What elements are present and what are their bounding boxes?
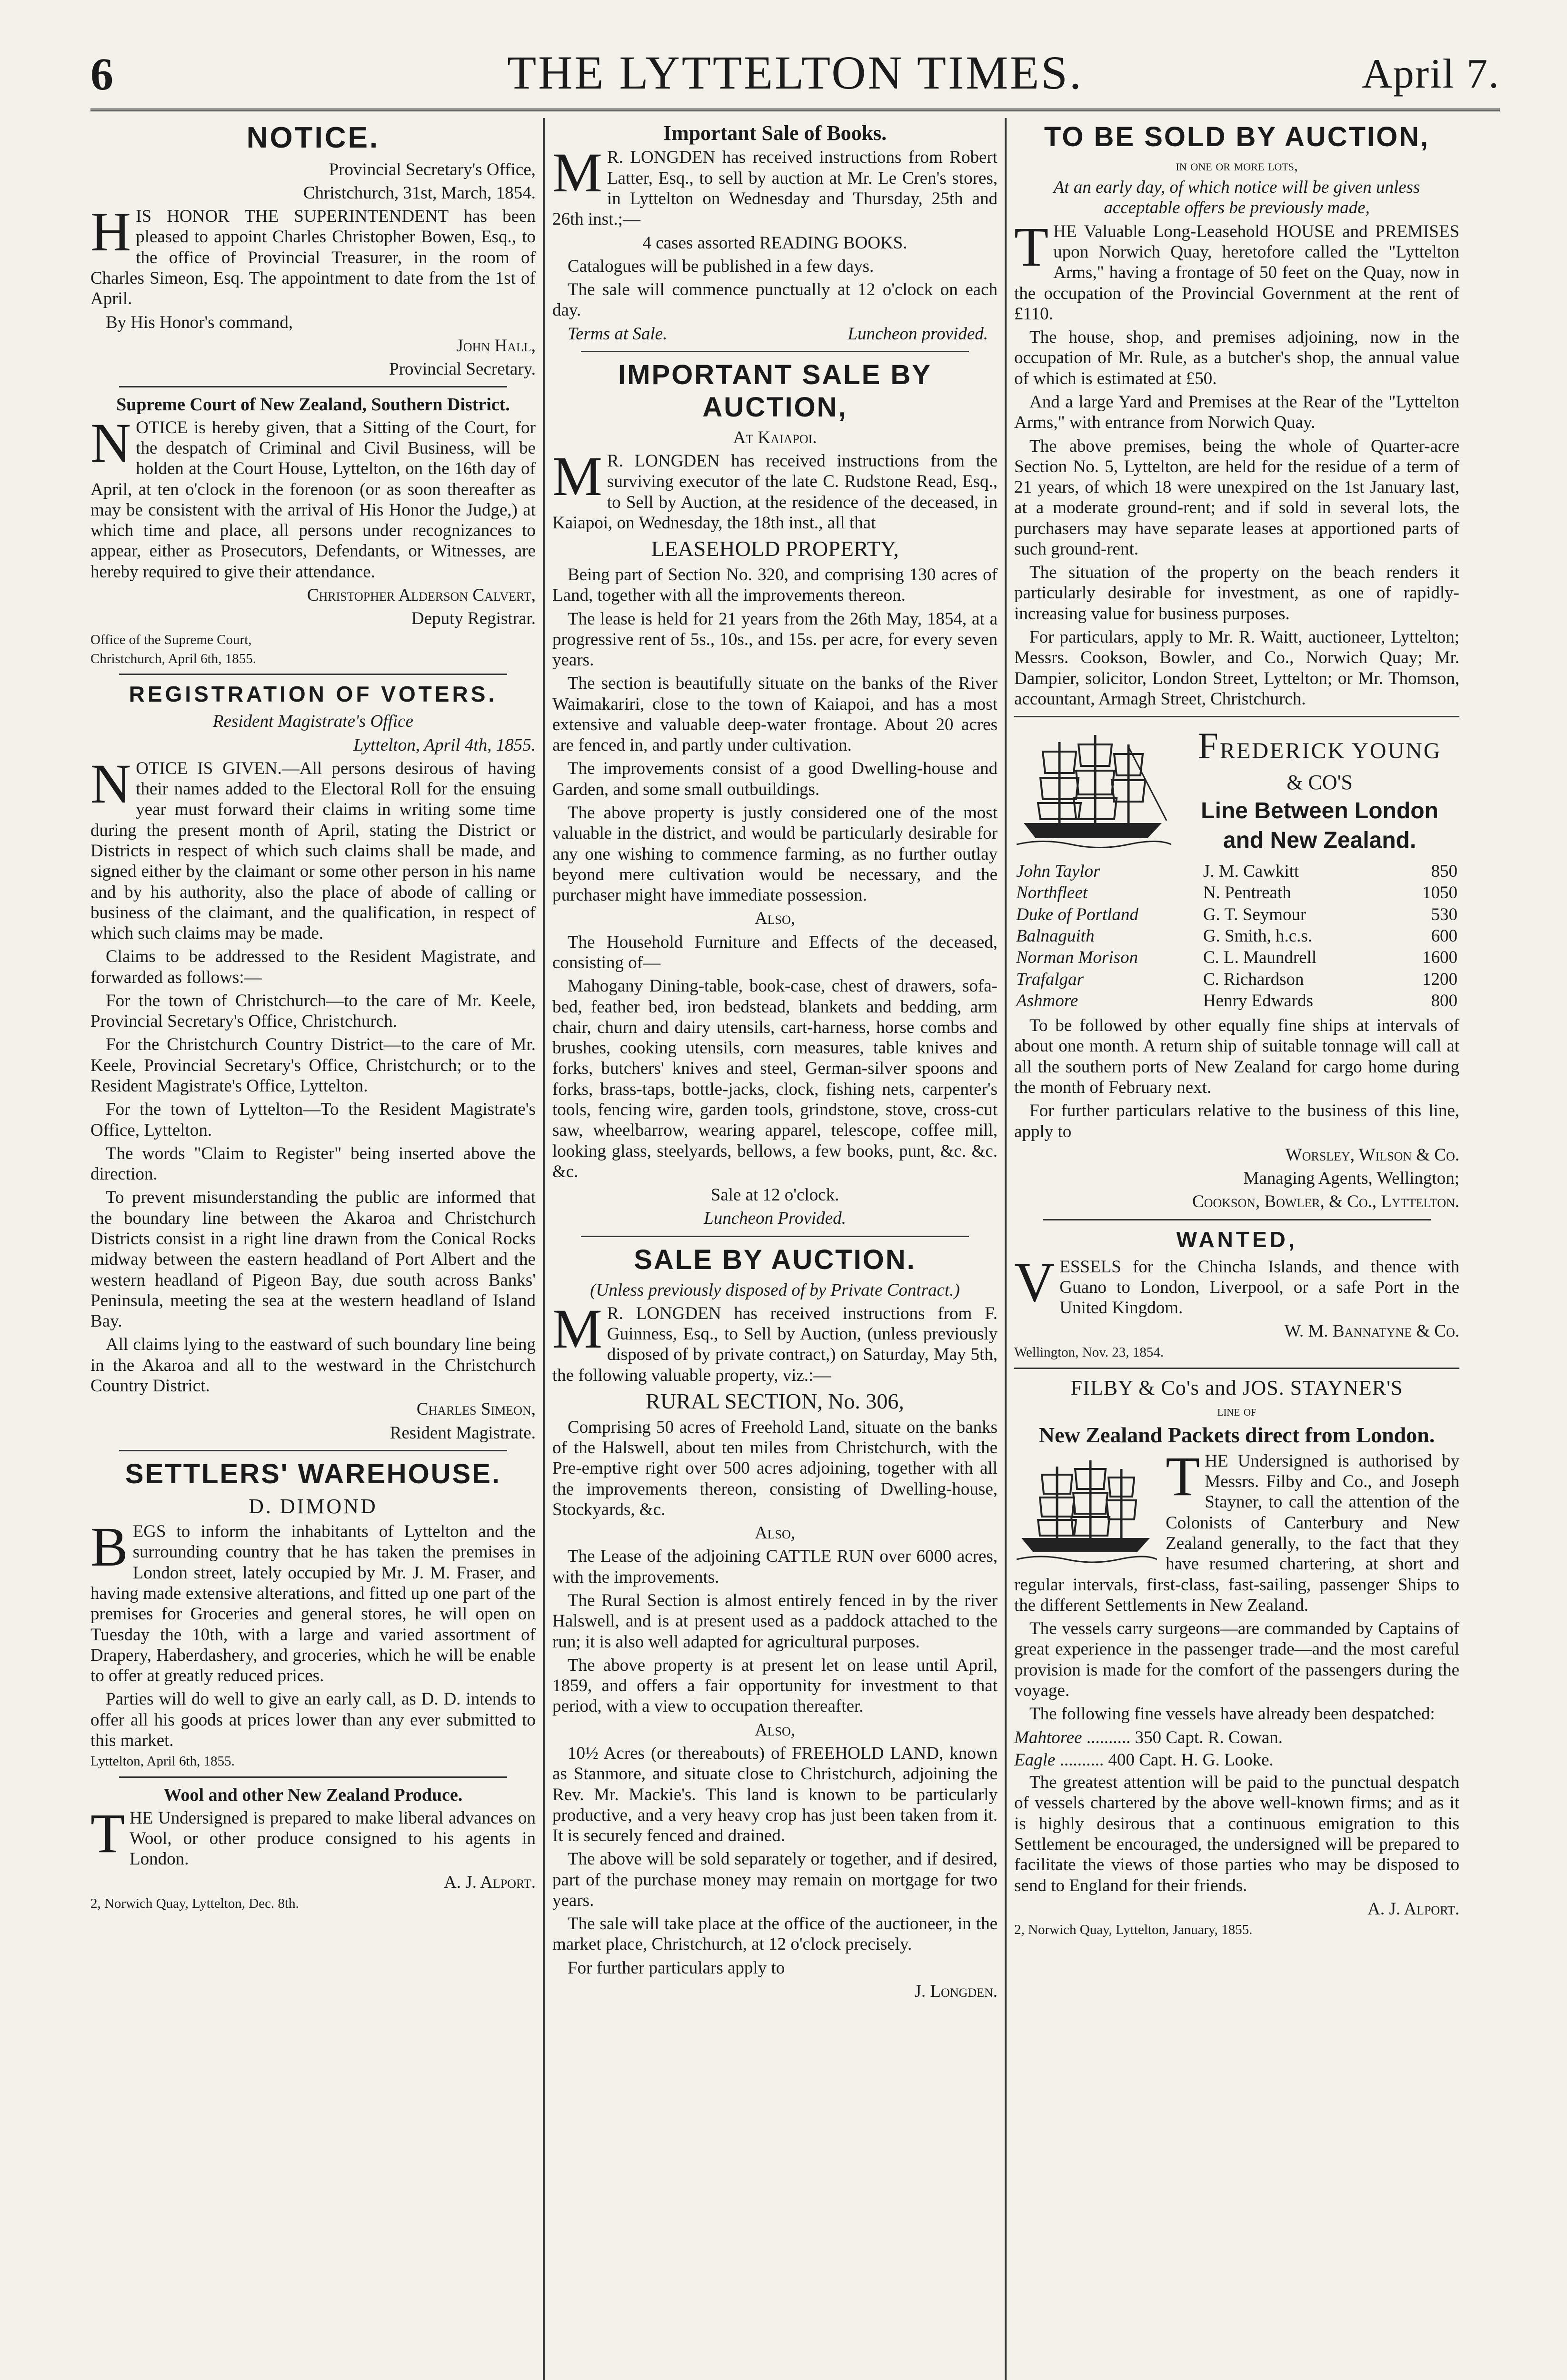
fleet-tons: 850 — [1431, 862, 1457, 882]
sale-p6: 10½ Acres (or thereabouts) of FREEHOLD LAND, known as Stanmore, and situate close to Christchurch, adjoining the Rev. Mr. Mackie's. This land is known to be particularly productive, and a very heavy crop has just been taken from it. It is securely fenced and drained. — [552, 1743, 998, 1846]
page-number: 6 — [90, 49, 113, 99]
dropcap: T — [90, 1802, 125, 1864]
young-agent-1-title: Managing Agents, Wellington; — [1243, 1169, 1459, 1189]
divider — [119, 674, 507, 675]
court-signer-title: Deputy Registrar. — [411, 609, 536, 629]
packet-detail: 400 Capt. H. G. Looke. — [1108, 1750, 1274, 1770]
kaiapoi-place: At Kaiapoi. — [733, 427, 817, 447]
fleet-row — [1014, 861, 1459, 882]
registration-place-date: Lyttelton, April 4th, 1855. — [353, 735, 536, 755]
young-firm-2: & CO'S — [1287, 771, 1353, 794]
registration-office: Resident Magistrate's Office — [212, 712, 413, 732]
fleet-master: G. T. Seymour — [1203, 904, 1307, 924]
warehouse-date: Lyttelton, April 6th, 1855. — [90, 1754, 235, 1769]
issue-date: April 7. — [1362, 51, 1500, 97]
sale-heading: SALE BY AUCTION. — [634, 1244, 916, 1275]
fleet-row — [1014, 904, 1459, 925]
kaiapoi-also: Also, — [754, 909, 796, 929]
wool-heading: Wool and other New Zealand Produce. — [163, 1785, 463, 1805]
auction-p2: The house, shop, and premises adjoining, now in the occupation of Mr. Rule, as a butcher's shop, the annual value of which is estimated at £50. — [1014, 327, 1459, 388]
young-agent-1: Worsley, Wilson & Co. — [1285, 1145, 1459, 1165]
sale-p3: The Lease of the adjoining CATTLE RUN over 6000 acres, with the improvements. — [552, 1547, 998, 1587]
dropcap: T — [1166, 1450, 1200, 1507]
filby-p4: The greatest attention will be paid to the punctual despatch of vessels chartered by the above well-known firms; and as it is highly desirous that a continuous emigration to this Settlement be encouraged, the undersigned will be prepared to facilitate the views of those parties who may be disposed to send to England for their friends. — [1014, 1773, 1459, 1895]
kaiapoi-luncheon: Luncheon Provided. — [704, 1209, 846, 1229]
fleet-name: John Taylor — [1016, 862, 1100, 882]
packet-detail: 350 Capt. R. Cowan. — [1135, 1727, 1283, 1747]
registration-p2: Claims to be addressed to the Resident Magistrate, and forwarded as follows:— — [90, 947, 536, 987]
wanted-heading: WANTED, — [1176, 1227, 1298, 1252]
packet-name: Mahtoree — [1014, 1727, 1082, 1747]
notice-signer-title: Provincial Secretary. — [389, 359, 536, 379]
dropcap: N — [90, 752, 131, 815]
registration-p6: The words "Claim to Register" being inserted above the direction. — [90, 1143, 536, 1184]
sale-p1: M R. LONGDEN has received instructions from F. Guinness, Esq., to Sell by Auction, (unless previously disposed of by private contract,) on Saturday, May 5th, the following valuable property, viz.:— — [552, 1297, 998, 1385]
sale-also-2: Also, — [754, 1720, 796, 1740]
filby-heading: FILBY & Co's and JOS. STAYNER'S — [1070, 1376, 1403, 1399]
kaiapoi-p1: M R. LONGDEN has received instructions from the surviving executor of the late C. Rudstone Read, Esq., to Sell by Auction, at the residence of the deceased, in Kaiapoi, on Wednesday, the 18th inst., all that — [552, 445, 998, 533]
registration-p5: For the town of Lyttelton—To the Resident Magistrate's Office, Lyttelton. — [90, 1100, 536, 1140]
kaiapoi-time: Sale at 12 o'clock. — [710, 1185, 839, 1205]
filby-address: 2, Norwich Quay, Lyttelton, January, 1855. — [1014, 1922, 1253, 1938]
divider — [1043, 1219, 1431, 1220]
packet-item — [1014, 1750, 1459, 1770]
wool-signer: A. J. Alport. — [444, 1873, 536, 1893]
books-body: M R. LONGDEN has received instructions from Robert Latter, Esq., to sell by auction at Mr. Le Cren's stores, in Lyttelton on Wednesday and Thursday, 25th and 26th inst.;— — [552, 141, 998, 229]
auction-lots: in one or more lots, — [1176, 157, 1298, 174]
fleet-row — [1014, 947, 1459, 968]
auction-p1: THE Valuable Long-Leasehold HOUSE and PREMISES upon Norwich Quay, heretofore called the "Lyttelton Arms," having a frontage of 50 feet on the Quay, now in the occupation of the Provincial Government at the rent of £110. — [1014, 215, 1459, 324]
fleet-name: Trafalgar — [1016, 969, 1084, 989]
fleet-master: G. Smith, h.c.s. — [1203, 926, 1312, 946]
notice-place-date: Christchurch, 31st, March, 1854. — [303, 183, 536, 203]
wool-address: 2, Norwich Quay, Lyttelton, Dec. 8th. — [90, 1895, 299, 1911]
leader-dots: .......... — [1055, 1750, 1108, 1770]
fleet-row — [1014, 882, 1459, 903]
filby-line-of: line of — [1217, 1403, 1257, 1419]
books-lot: 4 cases assorted READING BOOKS. — [642, 233, 908, 253]
notice-signer: John Hall, — [456, 336, 536, 356]
divider — [119, 386, 507, 387]
fleet-master: Henry Edwards — [1203, 991, 1313, 1011]
filby-line: New Zealand Packets direct from London. — [1038, 1423, 1435, 1448]
wanted-date: Wellington, Nov. 23, 1854. — [1014, 1344, 1164, 1360]
sale-sub: (Unless previously disposed of by Private Contract.) — [590, 1280, 960, 1300]
notice-body: HIS HONOR THE SUPERINTENDENT has been pleased to appoint Charles Christopher Bowen, Esq., to the office of Provincial Treasurer, in the room of Charles Simeon, Esq. The appointment to date from the 1st of April. — [90, 200, 536, 309]
packet-item — [1014, 1727, 1459, 1748]
notice-command: By His Honor's command, — [106, 312, 293, 332]
wool-body: THE Undersigned is prepared to make liberal advances on Wool, or other produce consigned to his agents in London. — [90, 1802, 536, 1869]
column-rule — [1005, 118, 1007, 2380]
young-line-1: Line Between London — [1201, 798, 1438, 823]
fleet-row — [1014, 925, 1459, 947]
fleet-name: Balnaguith — [1016, 926, 1095, 946]
fleet-tons: 1600 — [1422, 948, 1457, 968]
sale-p2: Comprising 50 acres of Freehold Land, situate on the banks of the Halswell, about ten miles from Christchurch, with the Pre-emptive right over 500 acres adjoining, together with all the improvements thereon, consisting of Dwelling-house, Stockyards, &c. — [552, 1417, 998, 1519]
registration-p7: To prevent misunderstanding the public are informed that the boundary line between the Akaroa and Christchurch Districts consist in a right line drawn from the Conical Rocks midway between the eastern headland of Port Albert and the western headland of Pigeon Bay, due south across Banks' Peninsula, meeting the sea at the western headland of Island Bay. — [90, 1188, 536, 1331]
books-heading: Important Sale of Books. — [663, 121, 887, 145]
auction-p3: And a large Yard and Premises at the Rear of the "Lyttelton Arms," with entrance from Norwich Quay. — [1014, 392, 1459, 433]
sale-p4: The Rural Section is almost entirely fenced in by the river Halswell, and is at present used as a paddock attached to the run; it is also well adapted for agricultural purposes. — [552, 1590, 998, 1652]
filby-p2: The vessels carry surgeons—are commanded by Captains of great experience in the passenger trade—and the most careful provision is made for the comfort of the passengers during the voyage. — [1014, 1619, 1459, 1701]
court-office: Office of the Supreme Court, — [90, 632, 252, 647]
sale-p8: The sale will take place at the office of the auctioneer, in the market place, Christchurch, at 12 o'clock precisely. — [552, 1914, 998, 1954]
court-date: Christchurch, April 6th, 1855. — [90, 651, 256, 666]
newspaper-title: THE LYTTELTON TIMES. — [507, 46, 1083, 99]
warehouse-p2: Parties will do well to give an early call, as D. D. intends to offer all his goods at prices lower than any ever submitted to this market. — [90, 1689, 536, 1750]
fleet-tons: 1200 — [1422, 969, 1457, 989]
leader-dots: .......... — [1082, 1727, 1135, 1747]
sale-p5: The above property is at present let on lease until April, 1859, and offers a fair opportunity for investment to that period, with a view to occupation thereafter. — [552, 1655, 998, 1716]
kaiapoi-p3: The lease is held for 21 years from the 26th May, 1854, at a progressive rent of 5s., 10s., and 15s. per acre, for every seven years. — [552, 609, 998, 670]
young-line-2: and New Zealand. — [1223, 828, 1417, 853]
divider — [581, 1236, 969, 1237]
fleet-master: N. Pentreath — [1203, 883, 1291, 903]
wanted-signer: W. M. Bannatyne & Co. — [1284, 1321, 1459, 1341]
filby-intro — [1014, 1451, 1459, 1618]
kaiapoi-property: LEASEHOLD PROPERTY, — [651, 536, 899, 561]
court-body: NOTICE is hereby given, that a Sitting of the Court, for the despatch of Criminal and Civil Business, will be holden at the Court House, Lyttelton, on the 16th day of April, at ten o'clock in the forenoon (or as soon thereafter as may be consistent with the arrival of His Honor the Judge,) at which time and place, all persons under recognizances to appear, either as Prosecutors, Defendants, or Witnesses, are hereby required to give their attendance. — [90, 411, 536, 582]
wanted-body: VESSELS for the Chincha Islands, and thence with Guano to London, Liverpool, or a safe Port in the United Kingdom. — [1014, 1250, 1459, 1318]
fleet-name: Norman Morison — [1016, 948, 1138, 968]
sale-p9: For further particulars apply to — [568, 1958, 785, 1978]
auction-sub: At an early day, of which notice will be given unless acceptable offers be previously made, — [1053, 178, 1420, 218]
column-2 — [552, 119, 998, 2380]
filby-p3: The following fine vessels have already been despatched: — [1029, 1704, 1435, 1724]
kaiapoi-p6: The above property is justly considered one of the most valuable in the district, and would be particularly desirable for any one wishing to commence farming, as no further outlay beyond mere cultivation would be necessary, and the purchaser might have immediate possession. — [552, 803, 998, 905]
divider — [1014, 716, 1459, 717]
notice-heading: NOTICE. — [246, 121, 380, 154]
young-line-header — [1014, 724, 1459, 857]
fleet-name: Duke of Portland — [1016, 904, 1138, 924]
court-signer: Christopher Alderson Calvert, — [307, 585, 536, 605]
dropcap: M — [552, 1297, 602, 1360]
registration-p8: All claims lying to the eastward of such boundary line being in the Akaroa and all to the westward in the Christchurch Country District. — [90, 1335, 536, 1396]
young-agent-2: Cookson, Bowler, & Co., Lyttelton. — [1192, 1192, 1459, 1212]
kaiapoi-p7: The Household Furniture and Effects of the deceased, consisting of— — [552, 932, 998, 972]
packet-name: Eagle — [1014, 1750, 1056, 1770]
auction-p4: The above premises, being the whole of Quarter-acre Section No. 5, Lyttelton, are held for the residue of a term of 21 years, of which 18 were unexpired on the 1st January last, at a moderate ground-rent; and if sold in several lots, the purchasers may have separate leases at apportioned parts of such ground-rent. — [1014, 436, 1459, 559]
filby-packet-list — [1014, 1727, 1459, 1771]
fleet-tons: 530 — [1431, 904, 1457, 924]
dropcap: M — [552, 141, 602, 204]
registration-p3: For the town of Christchurch—to the care of Mr. Keele, Provincial Secretary's Office, Christchurch. — [90, 991, 536, 1031]
sale-signer: J. Longden. — [914, 1982, 998, 2002]
fleet-name: Northfleet — [1016, 883, 1088, 903]
dropcap: N — [90, 411, 131, 474]
divider — [1014, 1368, 1459, 1369]
books-p2: Catalogues will be published in a few days. — [568, 256, 874, 276]
fleet-master: C. Richardson — [1203, 969, 1304, 989]
sailing-ship-icon — [1014, 1455, 1157, 1564]
masthead-rule — [90, 109, 1500, 111]
registration-heading: REGISTRATION OF VOTERS. — [129, 682, 498, 707]
books-terms: Terms at Sale. Luncheon provided. — [568, 324, 988, 344]
masthead — [90, 45, 1500, 107]
auction-heading: TO BE SOLD BY AUCTION, — [1044, 121, 1430, 152]
registration-p1: NOTICE IS GIVEN.—All persons desirous of having their names added to the Electoral Roll for the ensuing year must forward their claims in writing some time during the present month of April, stating the District or Districts in respect of which such claims shall be made, and signed either by the claimant or some other person in his name and by his authority, also the place of abode of calling or business of the claimant, and the qualification, in respect of which such claims may be made. — [90, 752, 536, 943]
kaiapoi-p4: The section is beautifully situate on the banks of the River Waimakariri, close to the town of Kaiapoi, and has a most extensive and valuable deep-water frontage. About 20 acres are fenced in, and partly under cultivation. — [552, 674, 998, 755]
dropcap: H — [90, 200, 131, 263]
sale-p7: The above will be sold separately or together, and if desired, part of the purchase money may remain on mortgage for two years. — [552, 1849, 998, 1910]
column-3 — [1014, 119, 1459, 2380]
dropcap: V — [1014, 1250, 1055, 1313]
filby-p1: THE Undersigned is authorised by Messrs. Filby and Co., and Joseph Stayner, to call the attention of the Colonists of Canterbury and New Zealand generally, to the fact that they have resumed chartering, at short and regular intervals, first-class, fast-sailing, passenger Ships to the different Settlements in New Zealand. — [1014, 1450, 1459, 1615]
column-rule — [543, 118, 545, 2380]
notice-office: Provincial Secretary's Office, — [329, 159, 536, 179]
dropcap: B — [90, 1516, 128, 1578]
registration-signer-title: Resident Magistrate. — [389, 1423, 536, 1443]
fleet-tons: 1050 — [1422, 883, 1457, 903]
kaiapoi-p8: Mahogany Dining-table, book-case, chest of drawers, sofa-bed, feather bed, iron bedstead, blankets and bedding, arm chair, churn and dairy utensils, cart-harness, horse combs and brushes, cooking utensils, corn measures, table knives and forks, butchers' knives and steel, German-silver spoons and forks, brass-taps, bottle-jacks, clock, fishing nets, carpenter's tools, fencing wire, garden tools, grindstone, stove, cross-cut saw, wheelbarrow, wearing apparel, telescope, coffee mill, looking glass, steelyards, bellows, a few books, punt, &c. &c. &c. — [552, 976, 998, 1181]
divider — [119, 1450, 507, 1451]
sale-section: RURAL SECTION, No. 306, — [646, 1388, 904, 1413]
registration-signer: Charles Simeon, — [416, 1399, 536, 1419]
sale-also-1: Also, — [754, 1523, 796, 1543]
auction-p5: The situation of the property on the beach renders it particularly desirable for investment, as one of rapidly-increasing value for business purposes. — [1014, 563, 1459, 624]
court-heading: Supreme Court of New Zealand, Southern District. — [116, 395, 510, 415]
fleet-row — [1014, 990, 1459, 1012]
warehouse-p1: BEGS to inform the inhabitants of Lyttelton and the surrounding country that he has taken the premises in London street, lately occupied by Mr. J. M. Fraser, and having made extensive alterations, and fitted up one part of the premises for Groceries and general stores, he will open on Tuesday the 10th, with a large and varied assortment of Drapery, Haberdashery, and groceries, which he will be enable to offer at greatly reduced prices. — [90, 1516, 536, 1686]
young-p2: For further particulars relative to the business of this line, apply to — [1014, 1101, 1459, 1141]
warehouse-heading: SETTLERS' WAREHOUSE. — [125, 1458, 501, 1489]
kaiapoi-p5: The improvements consist of a good Dwelling-house and Garden, and some small outbuildings. — [552, 759, 998, 799]
young-firm: FREDERICK YOUNG — [1198, 725, 1442, 767]
kaiapoi-heading: IMPORTANT SALE BY AUCTION, — [618, 359, 932, 423]
registration-p4: For the Christchurch Country District—to the care of Mr. Keele, Provincial Secretary's Office, Christchurch; or to the Resident Magistrate's Office, Lyttelton. — [90, 1035, 536, 1096]
warehouse-name: D. DIMOND — [249, 1494, 378, 1518]
dropcap: M — [552, 445, 602, 507]
fleet-tons: 600 — [1431, 926, 1457, 946]
fleet-name: Ashmore — [1016, 991, 1078, 1011]
books-p3: The sale will commence punctually at 12 o'clock on each day. — [552, 280, 998, 320]
kaiapoi-p2: Being part of Section No. 320, and comprising 130 acres of Land, together with all the improvements thereon. — [552, 565, 998, 605]
fleet-tons: 800 — [1431, 991, 1457, 1011]
fleet-row — [1014, 969, 1459, 990]
divider — [119, 1776, 507, 1778]
auction-p6: For particulars, apply to Mr. R. Waitt, auctioneer, Lyttelton; Messrs. Cookson, Bowler, and Co., Norwich Quay; Mr. Dampier, solicitor, London Street, Lyttelton; or Mr. Thomson, accountant, Armagh Street, Christchurch. — [1014, 627, 1459, 709]
column-1 — [90, 119, 536, 2380]
young-fleet-table — [1014, 861, 1459, 1012]
fleet-master: C. L. Maundrell — [1203, 948, 1317, 968]
fleet-master: J. M. Cawkitt — [1203, 862, 1299, 882]
sailing-ship-icon — [1014, 728, 1171, 852]
filby-signer: A. J. Alport. — [1367, 1899, 1459, 1919]
divider — [581, 351, 969, 352]
young-p1: To be followed by other equally fine ships at intervals of about one month. A return ship of suitable tonnage will call at all the southern ports of New Zealand for cargo home during the month of February next. — [1014, 1016, 1459, 1097]
dropcap: T — [1014, 215, 1049, 278]
